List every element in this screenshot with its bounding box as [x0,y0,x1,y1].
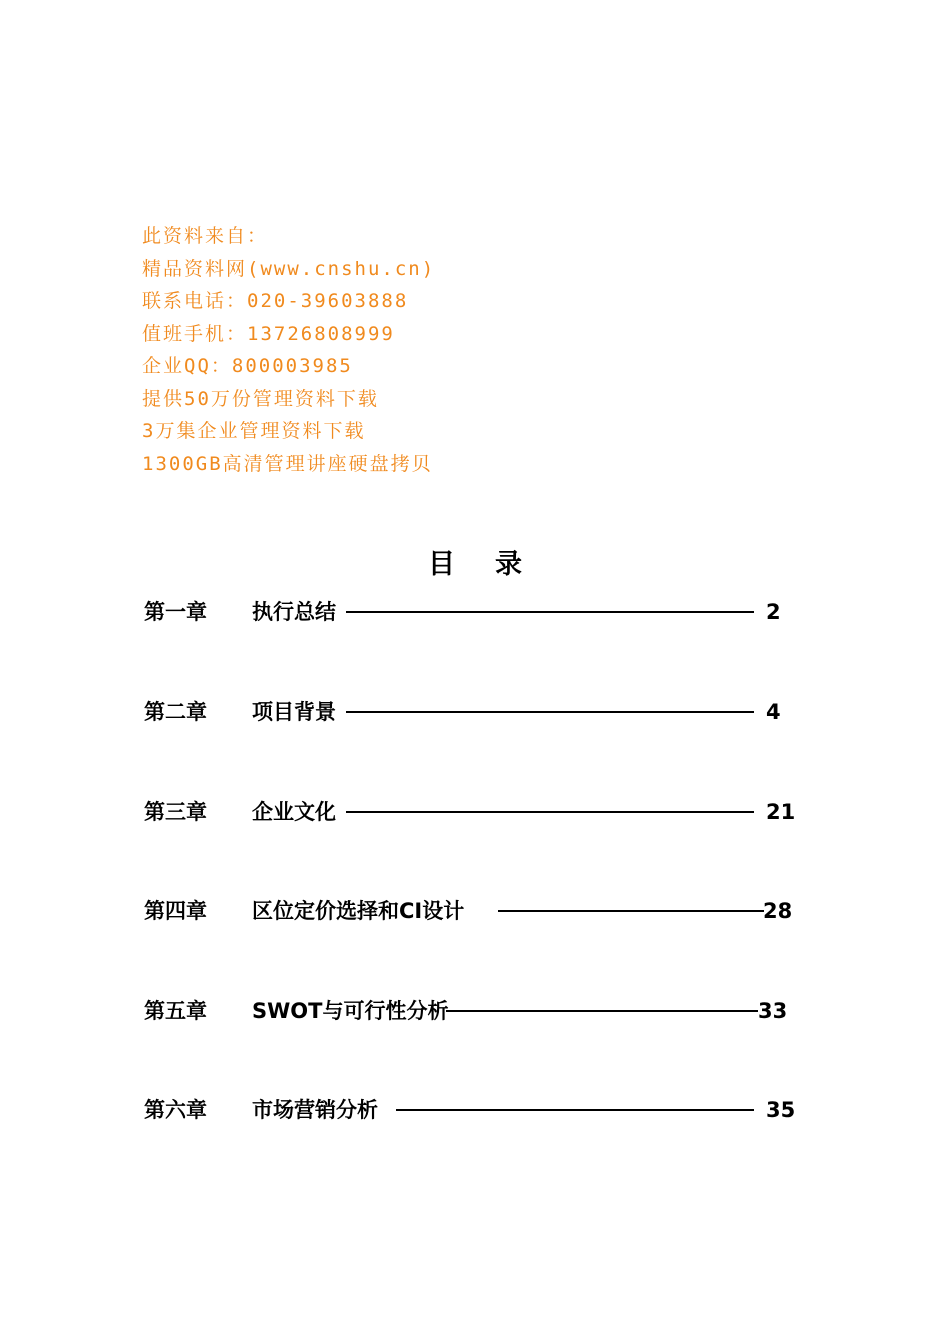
promo-offer-videos: 3万集企业管理资料下载 [142,420,366,442]
promo-phone: 联系电话：020-39603888 [142,290,409,312]
toc-page-number: 35 [766,1098,796,1122]
toc-chapter-title: 区位定价选择和CI设计 [252,899,465,923]
toc-leader-line [346,711,754,713]
toc-chapter-number: 第三章 [144,800,207,824]
toc-page-number: 4 [766,700,781,724]
toc-chapter-title: SWOT与可行性分析 [252,999,449,1023]
toc-chapter-title: 执行总结 [252,600,336,624]
promo-website: 精品资料网(www.cnshu.cn) [142,257,436,280]
toc-chapter-title: 项目背景 [252,700,336,724]
toc-page-number: 2 [766,600,781,624]
toc-leader-line [346,811,754,813]
promo-offer-docs: 提供50万份管理资料下载 [142,387,379,410]
toc-page-number: 28 [763,899,793,923]
toc-chapter-title: 市场营销分析 [252,1098,378,1122]
toc-chapter-title: 企业文化 [252,800,336,824]
toc-page-number: 21 [766,800,796,824]
toc-chapter-number: 第四章 [144,899,207,923]
toc-leader-line [446,1010,758,1012]
toc-chapter-number: 第一章 [144,600,207,624]
promo-mobile: 值班手机：13726808999 [142,322,395,345]
promo-source-label: 此资料来自： [142,225,269,247]
toc-chapter-number: 第六章 [144,1098,207,1122]
promo-offer-harddisk: 1300GB高清管理讲座硬盘拷贝 [142,452,433,475]
toc-title: 目录 [428,549,562,580]
toc-leader-line [396,1109,754,1111]
toc-leader-line [498,910,764,912]
toc-chapter-number: 第五章 [144,999,207,1023]
toc-page-number: 33 [758,999,788,1023]
toc-chapter-number: 第二章 [144,700,207,724]
promo-qq: 企业QQ：800003985 [142,355,353,377]
promo-block [142,220,435,480]
toc-leader-line [346,611,754,613]
